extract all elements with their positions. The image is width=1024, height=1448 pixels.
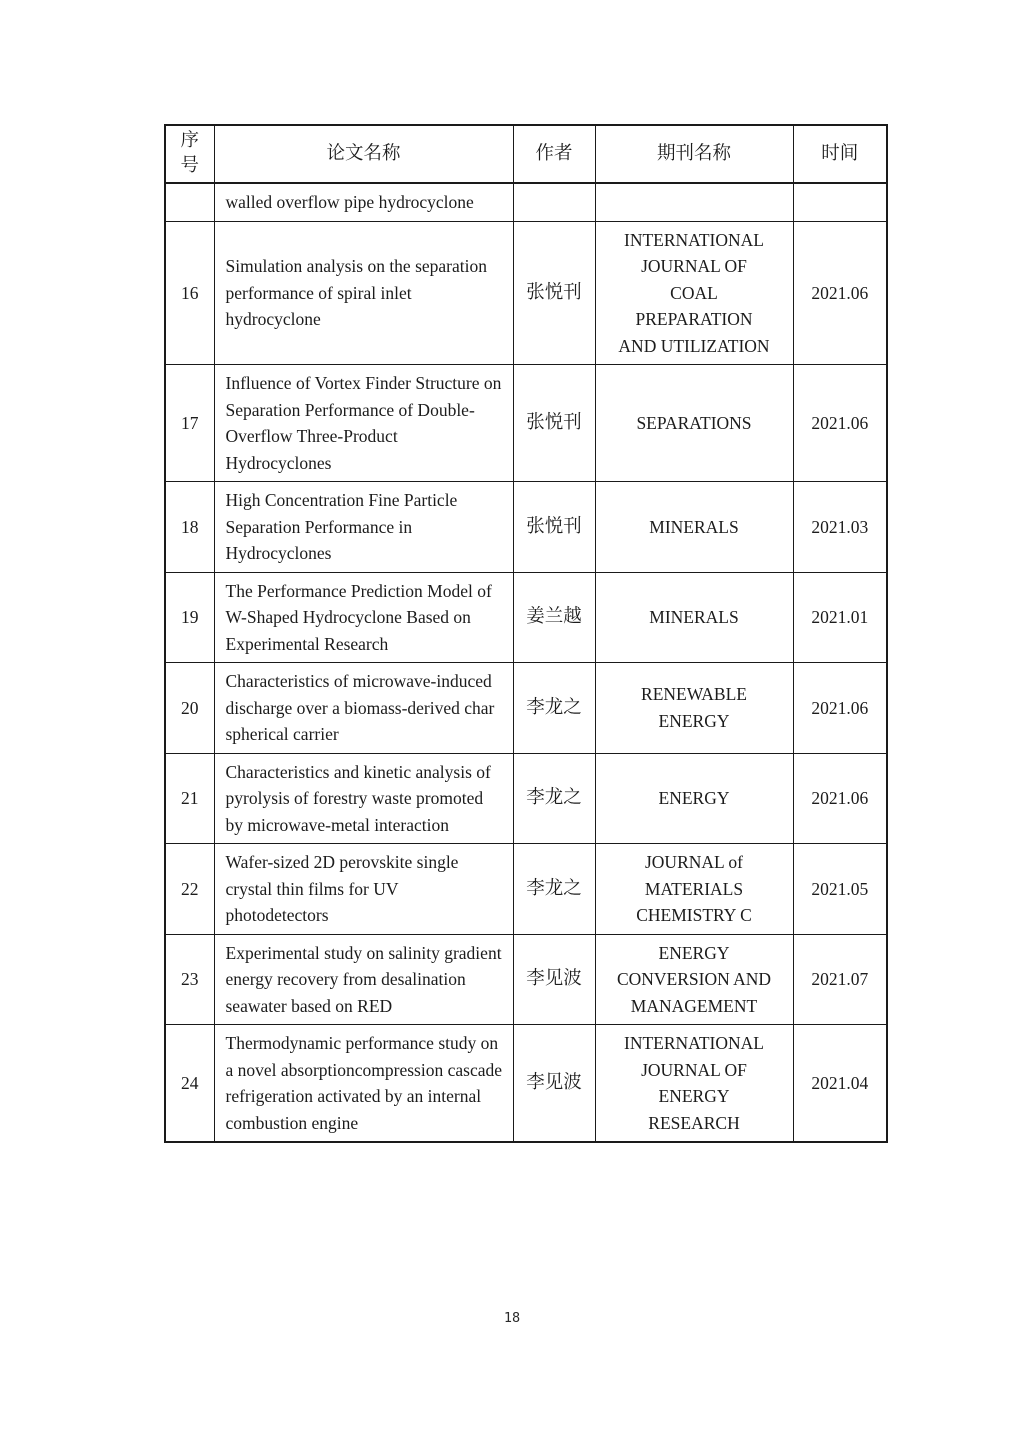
paper-author: 李见波 xyxy=(513,934,595,1025)
paper-author: 张悦刊 xyxy=(513,365,595,482)
table-row xyxy=(165,844,887,935)
table-row xyxy=(165,221,887,365)
paper-author: 李龙之 xyxy=(513,753,595,844)
table-body xyxy=(165,183,887,1142)
table-row xyxy=(165,1025,887,1143)
paper-author: 张悦刊 xyxy=(513,221,595,365)
table-row xyxy=(165,572,887,663)
header-author: 作者 xyxy=(513,125,595,183)
row-serial-number: 17 xyxy=(165,365,214,482)
row-serial-number: 22 xyxy=(165,844,214,935)
table-header xyxy=(165,125,887,183)
paper-title: High Concentration Fine Particle Separation Performance in Hydrocyclones xyxy=(214,482,513,573)
table-row xyxy=(165,934,887,1025)
publish-date: 2021.03 xyxy=(793,482,887,573)
row-serial-number: 19 xyxy=(165,572,214,663)
paper-title: Influence of Vortex Finder Structure on Separation Performance of Double-Overflow Three-Product Hydrocyclones xyxy=(214,365,513,482)
publish-date: 2021.07 xyxy=(793,934,887,1025)
publish-date: 2021.01 xyxy=(793,572,887,663)
paper-title: Experimental study on salinity gradient energy recovery from desalination seawater based on RED xyxy=(214,934,513,1025)
header-serial-number: 序号 xyxy=(165,125,214,183)
table-row xyxy=(165,365,887,482)
journal-name: MINERALS xyxy=(595,572,793,663)
row-serial-number: 23 xyxy=(165,934,214,1025)
journal-name: INTERNATIONAL JOURNAL OF COAL PREPARATION AND UTILIZATION xyxy=(595,221,793,365)
paper-author: 张悦刊 xyxy=(513,482,595,573)
paper-author xyxy=(513,183,595,221)
journal-name: RENEWABLE ENERGY xyxy=(595,663,793,754)
row-serial-number: 16 xyxy=(165,221,214,365)
header-journal-name: 期刊名称 xyxy=(595,125,793,183)
publish-date: 2021.06 xyxy=(793,753,887,844)
header-paper-title: 论文名称 xyxy=(214,125,513,183)
journal-name xyxy=(595,183,793,221)
row-serial-number xyxy=(165,183,214,221)
publications-table xyxy=(164,124,888,1143)
row-serial-number: 18 xyxy=(165,482,214,573)
paper-title: walled overflow pipe hydrocyclone xyxy=(214,183,513,221)
header-date: 时间 xyxy=(793,125,887,183)
page-number: 18 xyxy=(503,1310,521,1326)
row-serial-number: 21 xyxy=(165,753,214,844)
paper-author: 李龙之 xyxy=(513,663,595,754)
journal-name: SEPARATIONS xyxy=(595,365,793,482)
header-row xyxy=(165,125,887,183)
paper-author: 姜兰越 xyxy=(513,572,595,663)
publish-date: 2021.06 xyxy=(793,221,887,365)
paper-author: 李见波 xyxy=(513,1025,595,1143)
publish-date: 2021.06 xyxy=(793,663,887,754)
journal-name: MINERALS xyxy=(595,482,793,573)
row-serial-number: 24 xyxy=(165,1025,214,1143)
paper-title: Characteristics and kinetic analysis of pyrolysis of forestry waste promoted by microwave-metal interaction xyxy=(214,753,513,844)
journal-name: JOURNAL of MATERIALS CHEMISTRY C xyxy=(595,844,793,935)
table-row xyxy=(165,663,887,754)
table-row xyxy=(165,482,887,573)
journal-name: INTERNATIONAL JOURNAL OF ENERGY RESEARCH xyxy=(595,1025,793,1143)
table-row xyxy=(165,183,887,221)
paper-title: Characteristics of microwave-induced discharge over a biomass-derived char spherical carrier xyxy=(214,663,513,754)
table-row xyxy=(165,753,887,844)
paper-title: Wafer-sized 2D perovskite single crystal thin films for UV photodetectors xyxy=(214,844,513,935)
paper-title: The Performance Prediction Model of W-Shaped Hydrocyclone Based on Experimental Research xyxy=(214,572,513,663)
paper-title: Thermodynamic performance study on a novel absorptioncompression cascade refrigeration activated by an internal combustion engine xyxy=(214,1025,513,1143)
publish-date: 2021.04 xyxy=(793,1025,887,1143)
row-serial-number: 20 xyxy=(165,663,214,754)
journal-name: ENERGY xyxy=(595,753,793,844)
publish-date: 2021.05 xyxy=(793,844,887,935)
journal-name: ENERGY CONVERSION AND MANAGEMENT xyxy=(595,934,793,1025)
paper-title: Simulation analysis on the separation performance of spiral inlet hydrocyclone xyxy=(214,221,513,365)
publish-date: 2021.06 xyxy=(793,365,887,482)
paper-author: 李龙之 xyxy=(513,844,595,935)
publish-date xyxy=(793,183,887,221)
